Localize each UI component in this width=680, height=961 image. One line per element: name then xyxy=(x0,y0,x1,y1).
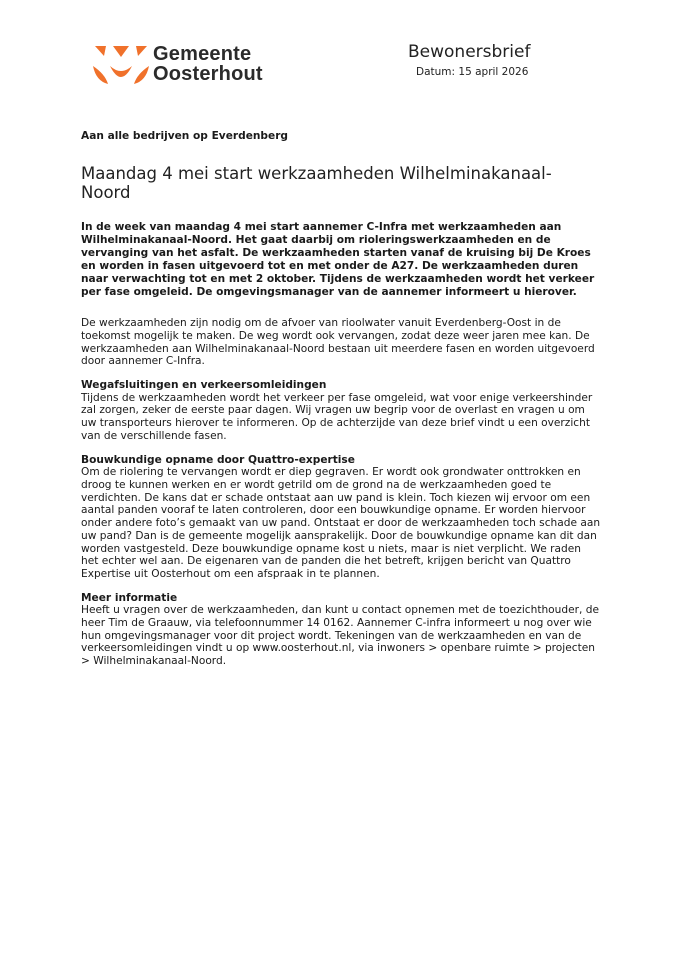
letter-body xyxy=(81,130,601,668)
municipality-logo xyxy=(93,44,283,88)
lead-paragraph: In de week van maandag 4 mei start aannemer C-Infra met werkzaamheden aan Wilhelminakanaal-Noord. Het gaat daarbij om rioleringswerkzaamheden en de vervanging van het asfalt. De werkzaamheden starten vanaf de kruising bij De Kroes en worden in fasen uitgevoerd tot en met onder de A27. De werkzaamheden duren naar verwachting tot en met 2 oktober. Tijdens de werkzaamheden wordt het verkeer per fase omgeleid. De omgevingsmanager van de aannemer informeert u hierover. xyxy=(81,220,595,299)
oosterhout-logo-icon xyxy=(93,44,149,86)
intro-paragraph: De werkzaamheden zijn nodig om de afvoer van rioolwater vanuit Everdenberg-Oost in de toekomst mogelijk te maken. De weg wordt ook vervangen, zodat deze weer jaren mee kan. De werkzaamheden aan Wilhelminakanaal-Noord bestaan uit meerdere fasen en worden uitgevoerd door aannemer C-Infra. xyxy=(81,317,595,368)
section-heading: Meer informatie xyxy=(81,591,178,604)
addressee: Aan alle bedrijven op Everdenberg xyxy=(81,130,289,142)
section-heading: Wegafsluitingen en verkeersomleidingen xyxy=(81,379,327,392)
section-body: Tijdens de werkzaamheden wordt het verkeer per fase omgeleid, wat voor enige verkeershinder zal zorgen, zeker de eerste paar dagen. Wij vragen uw begrip voor de overlast en vragen u om uw transporteurs hierover te informeren. Op de achterzijde van deze brief vindt u een overzicht van de verschillende fasen. xyxy=(81,391,593,442)
section-body: Heeft u vragen over de werkzaamheden, dan kunt u contact opnemen met de toezichthouder, de heer Tim de Graauw, via telefoonnummer 14 0162. Aannemer C-infra informeert u nog over wie hun omgevingsmanager voor dit project wordt. Tekeningen van de werkzaamheden en van de verkeersomleidingen vindt u op www.oosterhout.nl, via inwoners > openbare ruimte > projecten > Wilhelminakanaal-Noord. xyxy=(81,604,599,668)
logo-wordmark xyxy=(153,44,263,84)
document-type: Bewonersbrief xyxy=(408,42,531,62)
section-more-info xyxy=(81,592,601,668)
section-building-survey xyxy=(81,454,601,581)
document-date: Datum: 15 april 2026 xyxy=(416,66,529,78)
logo-line-1: Gemeente xyxy=(153,43,252,65)
logo-line-2: Oosterhout xyxy=(153,63,263,85)
section-road-closures xyxy=(81,379,601,443)
section-heading: Bouwkundige opname door Quattro-expertise xyxy=(81,453,355,466)
section-body: Om de riolering te vervangen wordt er diep gegraven. Er wordt ook grondwater onttrokken en droog te kunnen werken en er wordt getrild om de grond na de werkzaamheden goed te verdichten. De kans dat er schade ontstaat aan uw pand is klein. Toch kiezen wij ervoor om een aantal panden vooraf te laten controleren, door een bouwkundige opname. Er worden hiervoor onder andere foto’s gemaakt van uw pand. Ontstaat er door de werkzaamheden toch schade aan uw pand? Dan is de gemeente mogelijk aansprakelijk. Door de bouwkundige opname kan dit dan worden vastgesteld. Deze bouwkundige opname kost u niets, maar is niet verplicht. We raden het echter wel aan. De eigenaren van de panden die het betreft, krijgen bericht van Quattro Expertise uit Oosterhout om een afspraak in te plannen. xyxy=(81,466,601,580)
letter-title: Maandag 4 mei start werkzaamheden Wilhelminakanaal-Noord xyxy=(81,163,552,202)
